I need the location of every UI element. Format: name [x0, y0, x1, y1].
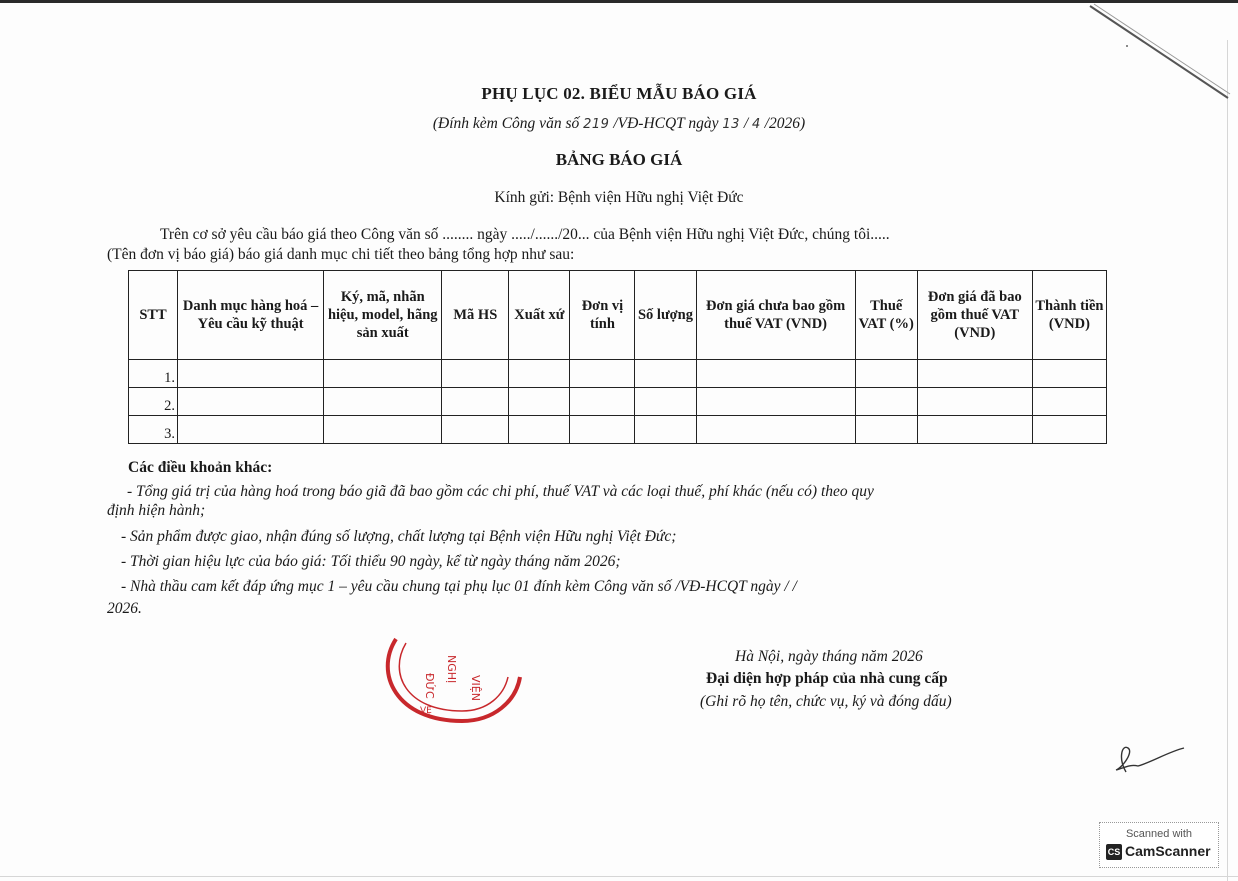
- intro-line-1: Trên cơ sở yêu cầu báo giá theo Công văn số ........ ngày ...../....../20... của Bệnh viện Hữu nghị Việt Đức, chúng tôi.....: [160, 226, 890, 243]
- recipient-line: Kính gửi: Bệnh viện Hữu nghị Việt Đức: [494, 189, 744, 206]
- signature-scribble-icon: [1108, 738, 1188, 778]
- table-cell: [1032, 416, 1106, 444]
- svg-text:VỆ: VỆ: [420, 706, 432, 716]
- table-row: [129, 416, 1107, 444]
- representative-title: Đại diện hợp pháp của nhà cung cấp: [706, 670, 948, 687]
- table-cell: [570, 388, 635, 416]
- handwritten-month: 4: [752, 117, 761, 132]
- table-cell: [324, 388, 442, 416]
- camscanner-watermark: [1099, 822, 1219, 868]
- svg-text:VIỆN: VIỆN: [469, 675, 482, 701]
- table-cell: [442, 360, 509, 388]
- table-cell: [635, 388, 696, 416]
- table-cell: [855, 360, 917, 388]
- col-header-item-spec: Danh mục hàng hoá – Yêu cầu kỹ thuật: [178, 271, 324, 360]
- handwritten-day: 13: [722, 117, 740, 132]
- table-cell: [324, 360, 442, 388]
- watermark-line1: Scanned with: [1125, 828, 1193, 840]
- quote-table: [128, 270, 1107, 444]
- quote-title: BẢNG BÁO GIÁ: [555, 150, 683, 169]
- col-header-quantity: Số lượng: [635, 271, 696, 360]
- table-cell: [570, 416, 635, 444]
- svg-text:ĐỨC: ĐỨC: [423, 673, 436, 699]
- row-stt: 3.: [129, 416, 178, 444]
- scan-top-border: [0, 0, 1238, 3]
- col-header-vat-rate: Thuế VAT (%): [855, 271, 917, 360]
- table-cell: [509, 388, 570, 416]
- table-cell: [855, 388, 917, 416]
- place-date: Hà Nội, ngày tháng năm 2026: [735, 648, 923, 665]
- table-cell: [1032, 388, 1106, 416]
- table-cell: [509, 360, 570, 388]
- handwritten-doc-number: 219: [583, 117, 610, 132]
- term-commitment-cont: 2026.: [107, 600, 142, 617]
- row-stt: 1.: [129, 360, 178, 388]
- appendix-title: PHỤ LỤC 02. BIỂU MẪU BÁO GIÁ: [481, 84, 757, 103]
- term-total-value-cont: định hiện hành;: [107, 502, 206, 519]
- table-cell: [917, 416, 1032, 444]
- col-header-unit: Đơn vị tính: [570, 271, 635, 360]
- table-cell: [178, 388, 324, 416]
- term-commitment: - Nhà thầu cam kết đáp ứng mục 1 – yêu cầu chung tại phụ lục 01 đính kèm Công văn số /VĐ-HCQT ngày / /: [121, 578, 797, 595]
- row-stt: 2.: [129, 388, 178, 416]
- term-total-value: - Tổng giá trị của hàng hoá trong báo giã đã bao gồm các chi phí, thuế VAT và các loại thuế, phí khác (nếu có) theo quy: [127, 483, 874, 500]
- table-cell: [442, 388, 509, 416]
- table-header-row: [129, 271, 1107, 360]
- col-header-hs-code: Mã HS: [442, 271, 509, 360]
- attachment-reference: (Đính kèm Công văn số 219 /VĐ-HCQT ngày 13 / 4 /2026): [432, 115, 806, 132]
- table-row: [129, 388, 1107, 416]
- table-cell: [917, 360, 1032, 388]
- col-header-origin: Xuất xứ: [509, 271, 570, 360]
- table-cell: [917, 388, 1032, 416]
- svg-text:NGHỊ: NGHỊ: [445, 655, 458, 684]
- representative-note: (Ghi rõ họ tên, chức vụ, ký và đóng dấu): [700, 693, 952, 710]
- col-header-price-incl-vat: Đơn giá đã bao gồm thuế VAT (VND): [917, 271, 1032, 360]
- col-header-stt: STT: [129, 271, 178, 360]
- table-cell: [635, 360, 696, 388]
- table-cell: [1032, 360, 1106, 388]
- term-delivery: - Sản phẩm được giao, nhận đúng số lượng, chất lượng tại Bệnh viện Hữu nghị Việt Đức;: [121, 528, 677, 545]
- col-header-price-excl-vat: Đơn giá chưa bao gồm thuế VAT (VND): [696, 271, 855, 360]
- col-header-total: Thành tiền (VND): [1032, 271, 1106, 360]
- table-cell: [855, 416, 917, 444]
- watermark-brand: CamScanner: [1125, 843, 1211, 859]
- table-cell: [570, 360, 635, 388]
- partial-stamp-icon: [374, 633, 524, 728]
- col-header-model-brand: Ký, mã, nhãn hiệu, model, hãng sản xuất: [324, 271, 442, 360]
- table-cell: [178, 416, 324, 444]
- table-cell: [324, 416, 442, 444]
- table-cell: [696, 388, 855, 416]
- table-cell: [696, 360, 855, 388]
- term-validity: - Thời gian hiệu lực của báo giá: Tối thiểu 90 ngày, kể từ ngày tháng năm 2026;: [121, 553, 621, 570]
- table-cell: [442, 416, 509, 444]
- table-row: [129, 360, 1107, 388]
- table-cell: [635, 416, 696, 444]
- intro-line-2: (Tên đơn vị báo giá) báo giá danh mục chi tiết theo bảng tổng hợp như sau:: [107, 246, 575, 263]
- camscanner-logo-icon: CS: [1106, 844, 1122, 860]
- table-cell: [509, 416, 570, 444]
- table-cell: [696, 416, 855, 444]
- terms-heading: Các điều khoản khác:: [128, 459, 273, 476]
- scan-bottom-edge: [0, 876, 1238, 877]
- table-cell: [178, 360, 324, 388]
